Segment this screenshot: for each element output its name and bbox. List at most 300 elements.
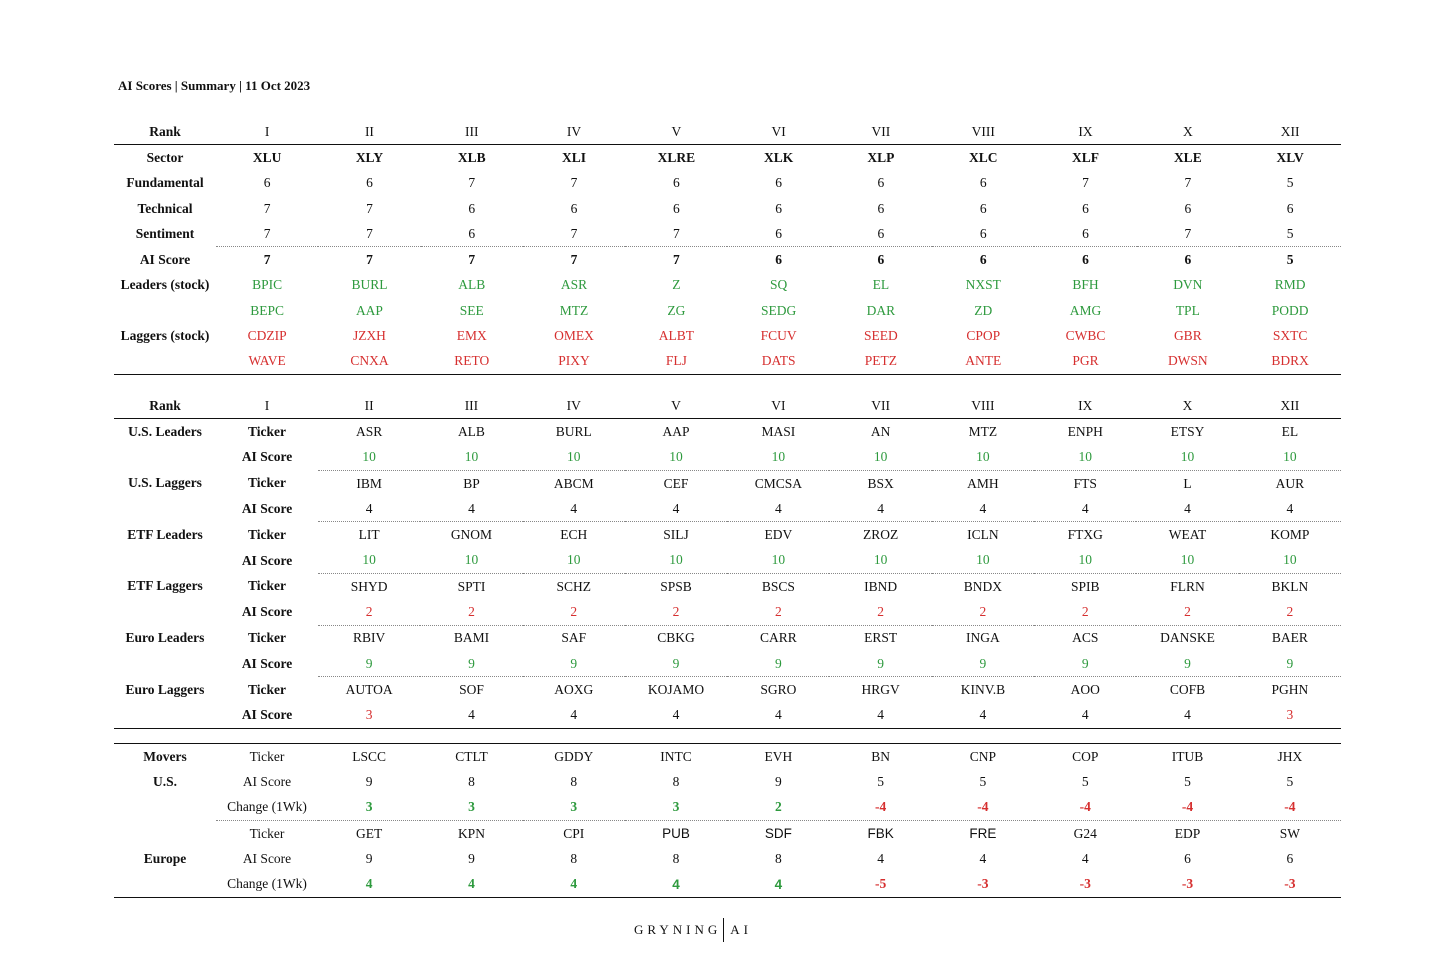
sector-cell: XLI [562,149,587,165]
stock-ticker: SEDG [761,302,797,318]
table-row [114,349,1341,375]
score-cell: 4 [932,703,1034,729]
mover-ticker: INTC [625,744,727,770]
table-row [114,677,1341,703]
score-cell: 3 [318,703,420,729]
ai-score-cell: 7 [468,252,476,268]
ticker-cell: ABCM [553,475,594,491]
ticker-cell: ICLN [967,527,999,543]
empty-cell [114,871,216,897]
ticker-cell: IBM [356,475,382,491]
rank-cell: VI [727,393,829,419]
mover-score: 9 [468,850,475,866]
sentiment-cell: 6 [932,221,1034,247]
fundamental-cell: 6 [672,175,680,191]
ticker-cell: AOO [1070,681,1100,697]
empty-cell [114,445,216,471]
laggers-label: Laggers (stock) [120,328,210,344]
ticker-cell: BURL [555,423,592,439]
sentiment-cell: 6 [830,221,932,247]
empty-cell [114,651,216,677]
ticker-cell: HRGV [861,681,900,697]
ai-score-cell: 6 [877,252,885,268]
sector-cell: XLK [764,149,794,165]
rank-cell: III [421,119,523,145]
rank-cell: IV [523,393,625,419]
score-cell: 2 [1136,599,1238,625]
score-cell: 4 [727,703,829,729]
mover-ticker: COP [1034,744,1136,770]
fundamental-cell: 7 [1184,175,1192,191]
ticker-cell: SPSB [660,578,692,594]
mover-ticker: PUB [662,826,690,842]
table-row [114,323,1341,348]
mover-ticker: SW [1279,825,1300,841]
sentiment-cell: 5 [1239,221,1341,247]
score-label: AI Score [241,655,293,671]
rank-cell: X [1136,393,1238,419]
mover-score: 5 [1081,773,1089,789]
group-name: U.S. Leaders [128,423,202,439]
score-cell: 10 [625,445,727,471]
ticker-cell: AN [870,423,891,439]
rank-cell: XII [1239,393,1341,419]
mover-score: 8 [570,850,578,866]
ticker-cell: SOF [459,681,484,697]
ticker-cell: SPIB [1070,578,1100,594]
sentiment-cell: 7 [216,221,318,247]
ticker-label: Ticker [248,423,286,439]
score-label: AI Score [241,501,293,517]
empty-cell [114,599,216,625]
stock-ticker: DVN [1173,277,1203,293]
sector-cell: XLRE [657,149,696,165]
technical-cell: 6 [877,200,885,216]
rank-cell: VII [829,393,931,419]
us-label: U.S. [152,773,177,789]
ticker-cell: FTS [1073,475,1097,491]
table-row [114,744,1341,770]
sector-cell: XLB [457,149,486,165]
change-label: Change (1Wk) [216,795,318,821]
mover-change: 4 [727,871,829,897]
score-cell: 4 [523,496,625,522]
ticker-cell: BKLN [1271,578,1309,594]
ai-score-cell: 5 [1286,252,1294,268]
fundamental-cell: 7 [570,175,578,191]
score-cell: 9 [829,651,931,677]
rank-cell: V [625,393,727,419]
stock-ticker: PODD [1271,302,1309,318]
mover-change: -3 [1239,871,1341,897]
score-cell: 10 [523,548,625,574]
score-cell: 4 [829,703,931,729]
sector-cell: XLE [1173,149,1202,165]
leaders-label: Leaders (stock) [120,277,210,293]
stock-ticker: BEPC [250,302,285,318]
table-row [114,470,1341,496]
score-cell: 2 [829,599,931,625]
sector-label: Sector [146,149,184,165]
technical-cell: 6 [979,200,987,216]
ticker-cell: BSX [867,475,894,491]
mover-change: 4 [318,871,420,897]
fundamental-cell: 6 [775,175,782,191]
table-row [114,419,1341,445]
stock-ticker: CWBC [1065,328,1106,344]
sector-summary-table [114,119,1341,375]
rank-cell: I [216,119,318,145]
stock-ticker: PIXY [523,349,625,375]
fundamental-cell: 6 [877,175,885,191]
movers-table [114,743,1341,898]
ticker-cell: WEAT [1168,527,1207,543]
mover-score: 6 [1286,850,1294,866]
ai-score-cell: 6 [979,252,987,268]
ticker-cell: BP [463,475,480,491]
ticker-cell: ACS [1072,630,1099,646]
mover-score: 8 [468,773,475,789]
technical-cell: 6 [775,200,782,216]
table-row [114,496,1341,522]
score-cell: 9 [1136,651,1238,677]
ticker-label: Ticker [248,526,286,542]
empty-cell [114,548,216,574]
mover-change: 3 [318,795,420,821]
sentiment-cell: 7 [1137,221,1239,247]
ticker-cell: ALB [457,423,485,439]
score-cell: 10 [727,548,829,574]
table-row [114,273,1341,298]
score-cell: 10 [318,548,420,574]
table-row [114,298,1341,323]
score-cell: 10 [727,445,829,471]
table-row [114,548,1341,574]
fundamental-cell: 6 [263,175,271,191]
mover-change: -3 [1034,871,1136,897]
technical-cell: 6 [468,200,476,216]
mover-ticker: FBK [867,826,894,842]
ticker-cell: MASI [761,423,796,439]
mover-ticker: EDP [1174,825,1201,841]
mover-change: 3 [420,795,522,821]
stock-ticker: ALBT [658,328,694,344]
sentiment-cell: 7 [625,221,727,247]
sector-cell: XLC [968,149,998,165]
ticker-cell: ECH [560,527,588,543]
stock-ticker: AMG [1069,302,1102,318]
ticker-cell: BNDX [963,578,1003,594]
score-cell: 10 [420,548,522,574]
ticker-cell: BAER [1271,630,1308,646]
score-cell: 9 [727,651,829,677]
ai-score-cell: 7 [672,252,680,268]
stock-ticker: TPL [1175,302,1200,318]
stock-ticker: CPOP [966,328,1001,344]
rank-cell: X [1137,119,1239,145]
ticker-cell: EL [1281,423,1299,439]
score-cell: 4 [625,703,727,729]
ticker-cell: CMCSA [754,475,802,491]
sector-cell: XLP [867,149,895,165]
score-cell: 4 [1136,703,1238,729]
score-cell: 10 [420,445,522,471]
rank-cell: VIII [932,119,1034,145]
table-row [114,625,1341,651]
score-cell: 3 [1239,703,1341,729]
stock-ticker: ANTE [932,349,1034,375]
stock-ticker: RETO [421,349,523,375]
score-cell: 9 [932,651,1034,677]
ticker-cell: AAP [662,423,690,439]
stock-ticker: BDRX [1239,349,1341,375]
mover-change: -4 [1034,795,1136,821]
table-row [114,651,1341,677]
mover-change: 4 [420,871,522,897]
score-cell: 10 [625,548,727,574]
score-cell: 2 [523,599,625,625]
mover-change: 4 [523,871,625,897]
sector-cell: XLV [1276,149,1304,165]
score-cell: 4 [420,703,522,729]
score-label: AI Score [241,604,293,620]
ticker-cell: EDV [764,527,793,543]
table-row [114,445,1341,471]
mover-ticker: EVH [727,744,829,770]
sentiment-cell: 6 [1034,221,1136,247]
empty-cell [114,298,216,323]
ticker-cell: ASR [356,423,383,439]
mover-score: 8 [672,850,680,866]
mover-ticker: KPN [457,825,485,841]
rank-cell: III [420,393,522,419]
sector-cell: XLY [355,149,384,165]
ai-score-cell: 7 [263,252,271,268]
ai-score-label: AI Score [139,251,191,267]
mover-score: 5 [1184,773,1191,789]
rank-cell: VI [727,119,829,145]
ai-score-cell: 7 [570,252,578,268]
technical-cell: 6 [1082,200,1089,216]
ai-score-cell: 6 [775,252,782,268]
score-label: AI Score [242,850,292,866]
mover-score: 5 [1286,773,1294,789]
stock-ticker: DWSN [1137,349,1239,375]
ticker-cell: AUTOA [345,681,393,697]
rank-cell: IV [523,119,625,145]
ticker-cell: SGRO [760,681,797,697]
table-row [114,247,1341,273]
stock-ticker: EL [872,277,890,293]
technical-cell: 6 [1184,200,1192,216]
stock-ticker: SXTC [1272,328,1308,344]
stock-ticker: BURL [351,277,388,293]
ticker-cell: MTZ [968,423,998,439]
europe-label: Europe [143,850,187,866]
brand-name: GRYNING [634,922,722,937]
ticker-cell: ERST [864,630,898,646]
sector-cell: XLF [1072,149,1100,165]
ticker-cell: FTXG [1067,527,1103,543]
score-cell: 2 [318,599,420,625]
score-cell: 10 [932,445,1034,471]
score-cell: 2 [420,599,522,625]
ticker-cell: DANSKE [1160,630,1215,646]
score-cell: 4 [318,496,420,522]
mover-ticker: GDDY [523,744,625,770]
score-cell: 10 [1239,548,1341,574]
mover-ticker: SDF [764,826,792,842]
mover-change: -4 [1239,795,1341,821]
ai-score-cell: 6 [1184,252,1192,268]
mover-score: 8 [672,773,680,789]
score-cell: 10 [318,445,420,471]
ticker-cell: AMH [967,475,999,491]
ticker-cell: AUR [1275,475,1305,491]
ticker-label: Ticker [248,681,286,697]
score-cell: 2 [727,599,829,625]
score-cell: 4 [523,703,625,729]
stock-ticker: CNXA [318,349,420,375]
rank-cell: V [625,119,727,145]
ticker-cell: KINV.B [960,681,1006,697]
table-row [114,522,1341,548]
score-cell: 4 [829,496,931,522]
ticker-cell: ENPH [1067,423,1103,439]
stock-ticker: FCUV [760,328,797,344]
mover-score: 8 [774,850,782,866]
ticker-cell: ETSY [1170,423,1205,439]
ticker-cell: SPTI [457,578,486,594]
stock-ticker: SQ [770,277,788,293]
mover-change: -3 [932,871,1034,897]
ticker-cell: COFB [1169,681,1206,697]
empty-cell [114,496,216,522]
stock-ticker: PGR [1034,349,1136,375]
rank-cell: I [216,393,318,419]
fundamental-cell: 5 [1286,175,1294,191]
table-row [114,871,1341,897]
table-row [114,145,1341,171]
score-cell: 10 [932,548,1034,574]
score-cell: 9 [523,651,625,677]
table-row [114,703,1341,729]
brand-suffix: AI [730,922,752,937]
mover-change: -5 [829,871,931,897]
ticker-cell: L [1183,475,1192,491]
score-cell: 10 [1136,445,1238,471]
score-label: AI Score [241,552,293,568]
score-cell: 2 [932,599,1034,625]
score-cell: 9 [1034,651,1136,677]
group-name: U.S. Laggers [128,475,202,491]
group-name: ETF Leaders [127,526,203,542]
ticker-label: Ticker [216,744,318,770]
stock-ticker: BPIC [252,277,283,293]
groups-table [114,393,1341,729]
technical-cell: 6 [1286,200,1294,216]
score-cell: 10 [1136,548,1238,574]
score-cell: 2 [1239,599,1341,625]
sentiment-cell: 7 [318,221,420,247]
mover-score: 4 [979,850,987,866]
technical-cell: 7 [263,200,271,216]
mover-score: 5 [979,773,987,789]
table-row [114,221,1341,247]
stock-ticker: ZG [667,302,686,318]
stock-ticker: ALB [458,277,486,293]
ticker-cell: RBIV [353,630,386,646]
stock-ticker: AAP [355,302,383,318]
ticker-label: Ticker [248,578,286,594]
mover-ticker: CPI [563,825,585,841]
ticker-cell: KOJAMO [647,681,705,697]
footer-brand [634,918,752,942]
mover-ticker: JHX [1239,744,1341,770]
rank-cell: IX [1034,393,1136,419]
ticker-cell: BSCS [761,578,795,594]
mover-ticker: LSCC [318,744,420,770]
mover-ticker: G24 [1073,825,1097,841]
stock-ticker: ZD [974,302,993,318]
change-label: Change (1Wk) [216,871,318,897]
rank-header: Rank [114,393,216,419]
score-label: AI Score [241,449,293,465]
group-name: Euro Leaders [125,630,205,646]
rank-cell: VII [830,119,932,145]
ticker-cell: IBND [864,578,898,594]
sentiment-cell: 6 [727,221,829,247]
stock-ticker: GBR [1173,328,1202,344]
ticker-cell: GNOM [450,527,493,543]
table-row [114,196,1341,221]
score-cell: 4 [625,496,727,522]
score-cell: 4 [1034,703,1136,729]
ticker-cell: LIT [358,527,380,543]
ticker-cell: BAMI [453,630,490,646]
mover-score: 9 [365,850,373,866]
fundamental-cell: 7 [1082,175,1089,191]
ticker-cell: AOXG [554,681,594,697]
ticker-cell: SILJ [663,527,689,543]
score-cell: 10 [523,445,625,471]
stock-ticker: CDZIP [247,328,287,344]
movers-title: Movers [114,744,216,770]
ticker-cell: CEF [663,475,689,491]
stock-ticker: PETZ [830,349,932,375]
empty-cell [114,820,216,846]
rank-cell: VIII [932,393,1034,419]
stock-ticker: SEE [459,302,484,318]
rank-cell: II [318,119,420,145]
ticker-cell: SAF [561,630,587,646]
technical-cell: 6 [672,200,680,216]
ticker-label: Ticker [248,630,286,646]
ticker-label: Ticker [248,475,286,491]
technical-cell: 7 [366,200,373,216]
score-cell: 2 [1034,599,1136,625]
score-cell: 9 [420,651,522,677]
stock-ticker: RMD [1274,277,1306,293]
table-row [114,171,1341,196]
table-row [114,599,1341,625]
fundamental-cell: 6 [979,175,987,191]
stock-ticker: WAVE [216,349,318,375]
ticker-cell: SHYD [350,578,388,594]
ticker-cell: CARR [759,630,797,646]
ticker-cell: FLRN [1170,578,1205,594]
rank-cell: XII [1239,119,1341,145]
